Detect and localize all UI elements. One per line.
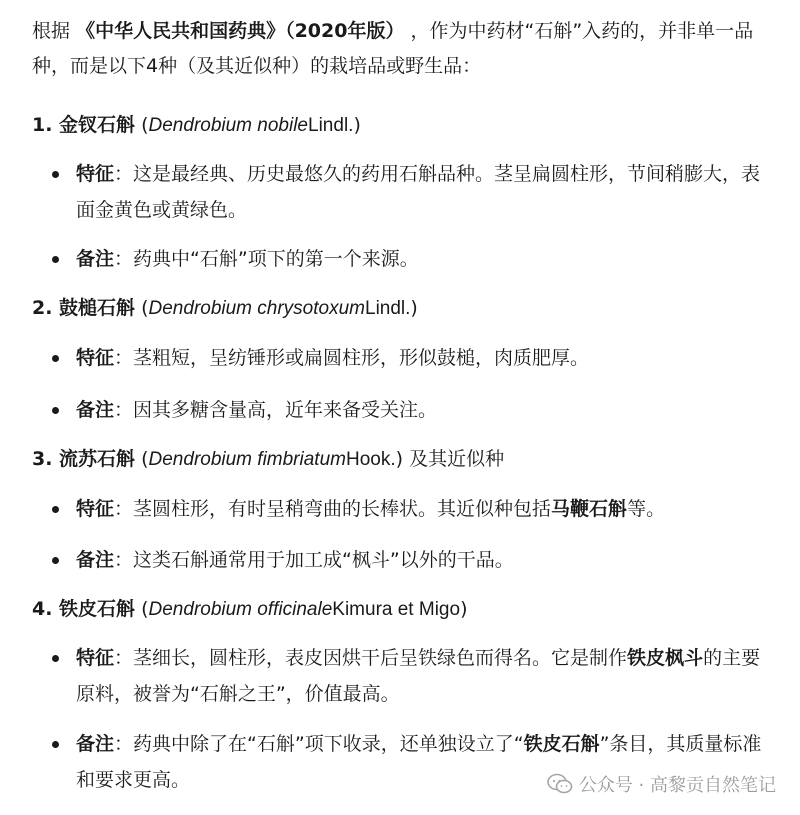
pharmacopoeia-title: 《中华人民共和国药典》（2020年版） <box>76 20 405 42</box>
bullet-label: 特征 <box>76 647 115 669</box>
bullet-body: 药典中除了在“石斛”项下收录，还单独设立了“ <box>133 733 524 755</box>
bullet-dot-icon <box>52 407 59 414</box>
species-author: Kimura et Migo <box>332 599 461 620</box>
paren-open: ( <box>135 448 149 470</box>
species-heading-1 <box>32 110 361 141</box>
bullet-body: 茎粗短，呈纺锤形或扁圆柱形，形似鼓槌，肉质肥厚。 <box>133 347 590 369</box>
bullet-sep: ： <box>114 248 134 270</box>
bullet-dot-icon <box>52 256 59 263</box>
bullet-sep: ： <box>114 498 134 520</box>
wechat-watermark <box>547 771 776 797</box>
bullet-emphasis: 铁皮枫斗 <box>627 647 704 669</box>
species-name: 2. 鼓槌石斛 <box>32 297 136 319</box>
paren-open: ( <box>135 598 149 620</box>
bullet-text <box>76 491 772 527</box>
bullet-label: 备注 <box>76 248 115 270</box>
species-latin-name: Dendrobium officinale <box>148 599 333 620</box>
bullet-label: 备注 <box>76 399 115 421</box>
species-author: Lindl. <box>365 298 411 319</box>
bullet-label: 特征 <box>76 163 115 185</box>
species-suffix: 及其近似种 <box>403 448 505 470</box>
species-latin-name: Dendrobium nobile <box>148 115 309 136</box>
species-heading-2 <box>32 293 418 324</box>
species-author: Hook. <box>345 449 396 470</box>
wechat-icon <box>547 773 573 795</box>
bullet-body: 因其多糖含量高，近年来备受关注。 <box>133 399 438 421</box>
paren-close: ) <box>460 598 468 620</box>
species-1-note <box>52 241 772 277</box>
bullet-body: 药典中“石斛”项下的第一个来源。 <box>133 248 419 270</box>
paren-open: ( <box>135 114 149 136</box>
bullet-body: 等。 <box>627 498 666 520</box>
bullet-text <box>76 542 772 578</box>
bullet-dot-icon <box>52 355 59 362</box>
bullet-dot-icon <box>52 741 59 748</box>
bullet-sep: ： <box>114 733 134 755</box>
bullet-dot-icon <box>52 171 59 178</box>
watermark-text: 公众号 · 高黎贡自然笔记 <box>578 775 776 796</box>
bullet-sep: ： <box>114 549 134 571</box>
paren-open: ( <box>135 297 149 319</box>
paren-close: ) <box>395 448 404 470</box>
paren-close: ) <box>410 297 418 319</box>
paren-close: ) <box>353 114 361 136</box>
bullet-text <box>76 392 772 428</box>
bullet-body: 茎细长，圆柱形，表皮因烘干后呈铁绿色而得名。它是制作 <box>133 647 628 669</box>
bullet-label: 特征 <box>76 498 115 520</box>
intro-text-start: 根据 <box>32 20 71 42</box>
bullet-emphasis: 马鞭石斛 <box>551 498 628 520</box>
species-3-feature <box>52 491 772 527</box>
species-latin-name: Dendrobium fimbriatum <box>148 449 346 470</box>
bullet-text <box>76 340 772 376</box>
bullet-sep: ： <box>114 347 134 369</box>
bullet-body: ”条目，其质量标准和要求更高。 <box>76 733 762 791</box>
species-latin-name: Dendrobium chrysotoxum <box>148 298 365 319</box>
bullet-body: 的主要原料，被誉为“石斛之王”，价值最高。 <box>76 647 761 705</box>
bullet-text <box>76 241 772 277</box>
species-3-note <box>52 542 772 578</box>
bullet-text <box>76 640 772 712</box>
species-author: Lindl. <box>308 115 354 136</box>
bullet-dot-icon <box>52 655 59 662</box>
bullet-label: 备注 <box>76 549 115 571</box>
intro-paragraph <box>32 14 772 84</box>
bullet-body: 茎圆柱形，有时呈稍弯曲的长棒状。其近似种包括 <box>133 498 552 520</box>
species-4-feature <box>52 640 772 712</box>
bullet-body: 这是最经典、历史最悠久的药用石斛品种。茎呈扁圆柱形，节间稍膨大，表面金黄色或黄绿色。 <box>76 163 761 221</box>
bullet-sep: ： <box>114 647 134 669</box>
bullet-label: 备注 <box>76 733 115 755</box>
bullet-dot-icon <box>52 506 59 513</box>
species-name: 3. 流苏石斛 <box>32 448 136 470</box>
species-heading-3 <box>32 444 504 475</box>
bullet-sep: ： <box>114 399 134 421</box>
species-name: 1. 金钗石斛 <box>32 114 136 136</box>
bullet-sep: ： <box>114 163 134 185</box>
species-1-feature <box>52 156 772 228</box>
species-name: 4. 铁皮石斛 <box>32 598 136 620</box>
intro-text-end: ，作为中药材“石斛”入药的，并非单一品种，而是以下4种（及其近似种）的栽培品或野生品： <box>32 20 754 77</box>
bullet-label: 特征 <box>76 347 115 369</box>
species-2-feature <box>52 340 772 376</box>
bullet-emphasis: 铁皮石斛 <box>523 733 600 755</box>
bullet-body: 这类石斛通常用于加工成“枫斗”以外的干品。 <box>133 549 514 571</box>
bullet-text <box>76 156 772 228</box>
bullet-dot-icon <box>52 557 59 564</box>
species-heading-4 <box>32 594 467 625</box>
species-2-note <box>52 392 772 428</box>
